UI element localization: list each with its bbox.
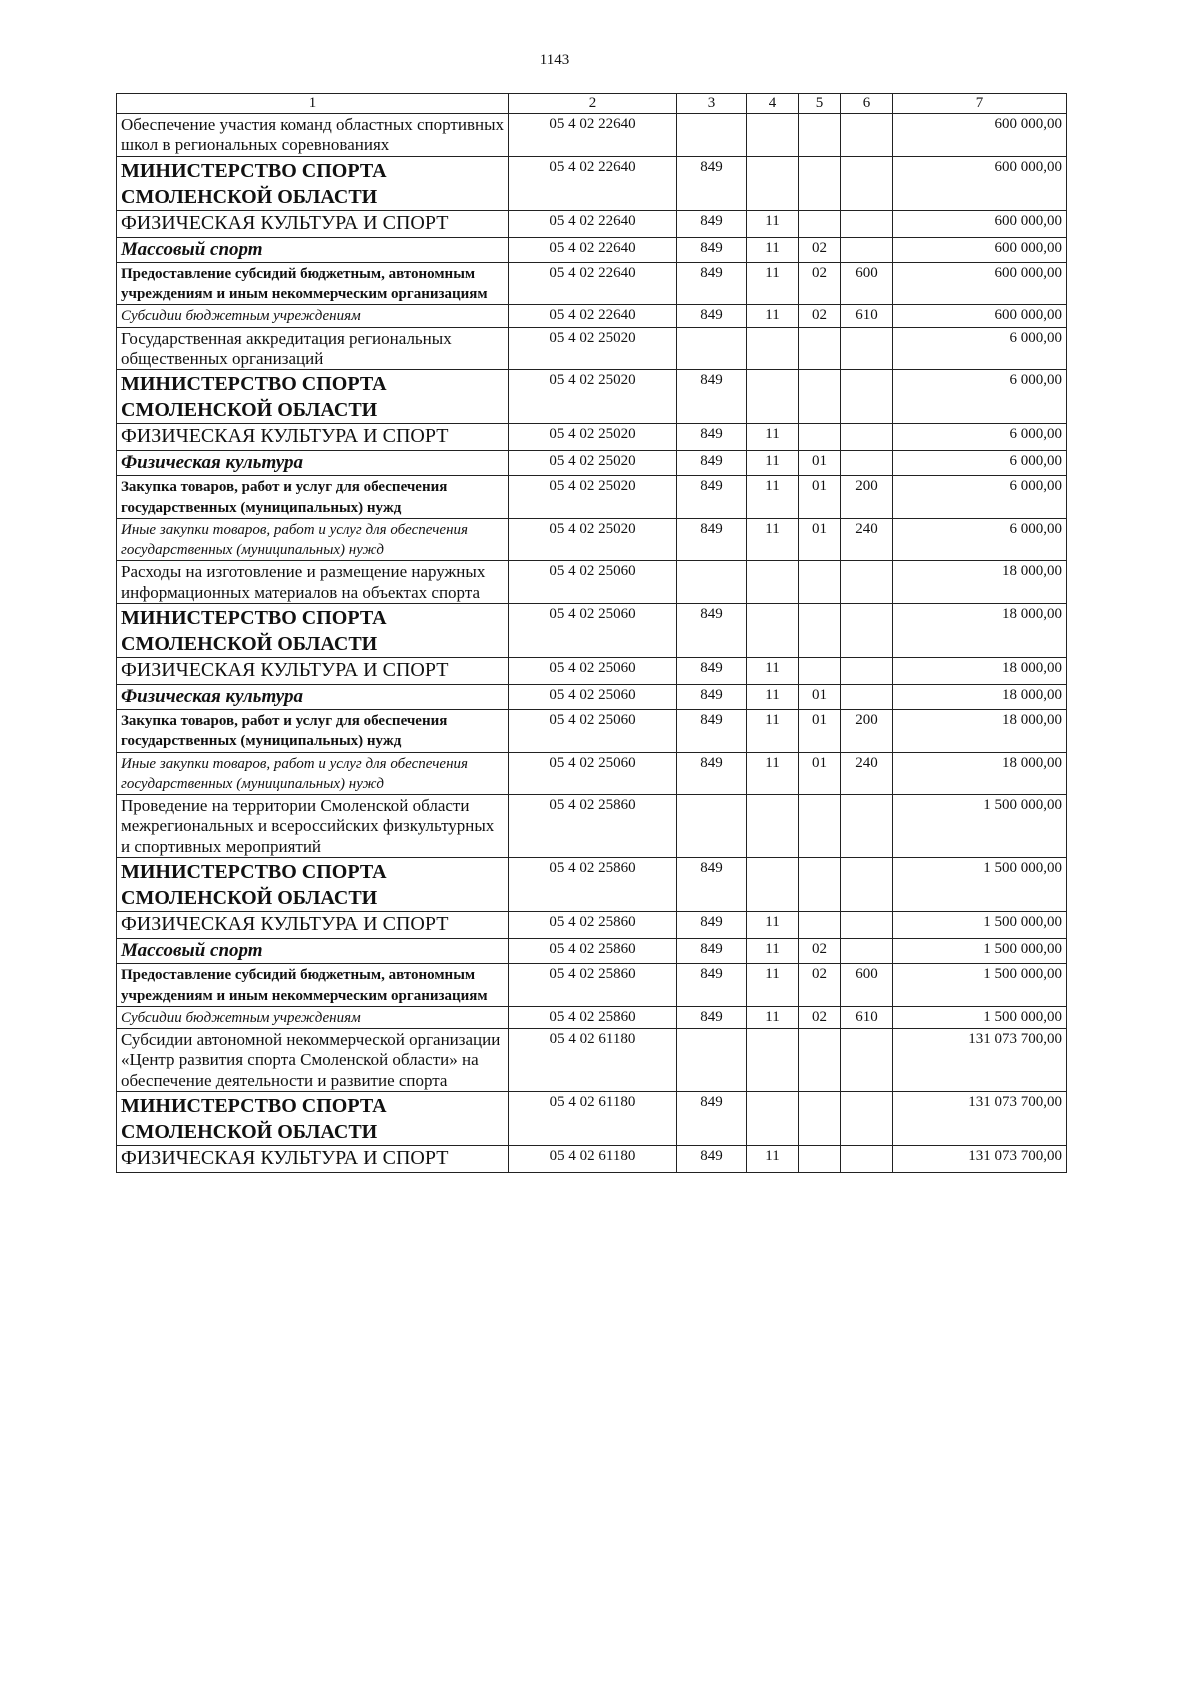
ministry-code: 849	[677, 476, 747, 519]
amount: 1 500 000,00	[893, 1006, 1067, 1028]
ministry-code: 849	[677, 939, 747, 964]
amount: 18 000,00	[893, 710, 1067, 753]
item-name: Проведение на территории Смоленской области межрегиональных и всероссийских физкультурных и спортивных мероприятий	[117, 795, 509, 858]
ministry-code: 849	[677, 518, 747, 561]
section-code: 11	[747, 964, 799, 1007]
table-row	[117, 237, 1067, 262]
ministry-code: 849	[677, 752, 747, 795]
table-row	[117, 658, 1067, 685]
amount: 131 073 700,00	[893, 1092, 1067, 1146]
table-row	[117, 685, 1067, 710]
target-code: 05 4 02 61180	[509, 1029, 677, 1092]
table-row	[117, 795, 1067, 858]
subsection-code: 02	[799, 1006, 841, 1028]
section-code: 11	[747, 518, 799, 561]
ministry-code: 849	[677, 424, 747, 451]
expense-type-code: 610	[841, 305, 893, 327]
amount: 6 000,00	[893, 476, 1067, 519]
target-code: 05 4 02 61180	[509, 1092, 677, 1146]
subsection-code	[799, 604, 841, 658]
target-code: 05 4 02 22640	[509, 210, 677, 237]
subsection-code: 01	[799, 518, 841, 561]
amount: 18 000,00	[893, 658, 1067, 685]
table-row	[117, 262, 1067, 305]
table-header	[117, 94, 1067, 114]
amount: 6 000,00	[893, 518, 1067, 561]
table-row	[117, 451, 1067, 476]
subsection-code	[799, 210, 841, 237]
item-name: ФИЗИЧЕСКАЯ КУЛЬТУРА И СПОРТ	[117, 424, 509, 451]
subsection-code: 02	[799, 939, 841, 964]
target-code: 05 4 02 25860	[509, 858, 677, 912]
item-name: Массовый спорт	[117, 237, 509, 262]
column-header-4: 4	[747, 94, 799, 114]
expense-type-code	[841, 114, 893, 157]
item-name: МИНИСТЕРСТВО СПОРТА СМОЛЕНСКОЙ ОБЛАСТИ	[117, 858, 509, 912]
table-row	[117, 561, 1067, 604]
column-header-1: 1	[117, 94, 509, 114]
amount: 1 500 000,00	[893, 964, 1067, 1007]
section-code: 11	[747, 305, 799, 327]
expense-type-code: 600	[841, 262, 893, 305]
target-code: 05 4 02 25860	[509, 912, 677, 939]
section-code	[747, 795, 799, 858]
table-row	[117, 939, 1067, 964]
section-code: 11	[747, 476, 799, 519]
table-row	[117, 210, 1067, 237]
ministry-code	[677, 1029, 747, 1092]
expense-type-code	[841, 604, 893, 658]
subsection-code	[799, 1092, 841, 1146]
ministry-code: 849	[677, 305, 747, 327]
ministry-code: 849	[677, 1006, 747, 1028]
amount: 600 000,00	[893, 305, 1067, 327]
target-code: 05 4 02 25860	[509, 1006, 677, 1028]
section-code: 11	[747, 424, 799, 451]
table-row	[117, 114, 1067, 157]
section-code: 11	[747, 658, 799, 685]
item-name: Субсидии бюджетным учреждениям	[117, 305, 509, 327]
ministry-code: 849	[677, 912, 747, 939]
amount: 18 000,00	[893, 685, 1067, 710]
amount: 600 000,00	[893, 262, 1067, 305]
ministry-code: 849	[677, 210, 747, 237]
subsection-code	[799, 114, 841, 157]
expense-type-code	[841, 858, 893, 912]
amount: 1 500 000,00	[893, 912, 1067, 939]
table-row	[117, 327, 1067, 370]
item-name: Обеспечение участия команд областных спортивных школ в региональных соревнованиях	[117, 114, 509, 157]
item-name: ФИЗИЧЕСКАЯ КУЛЬТУРА И СПОРТ	[117, 1146, 509, 1173]
target-code: 05 4 02 25020	[509, 476, 677, 519]
amount: 6 000,00	[893, 424, 1067, 451]
amount: 18 000,00	[893, 561, 1067, 604]
column-header-row	[117, 94, 1067, 114]
table-row	[117, 156, 1067, 210]
target-code: 05 4 02 25860	[509, 964, 677, 1007]
target-code: 05 4 02 22640	[509, 114, 677, 157]
subsection-code: 02	[799, 964, 841, 1007]
table-row	[117, 424, 1067, 451]
amount: 6 000,00	[893, 327, 1067, 370]
target-code: 05 4 02 25020	[509, 424, 677, 451]
target-code: 05 4 02 25020	[509, 327, 677, 370]
item-name: МИНИСТЕРСТВО СПОРТА СМОЛЕНСКОЙ ОБЛАСТИ	[117, 156, 509, 210]
section-code: 11	[747, 939, 799, 964]
table-row	[117, 370, 1067, 424]
ministry-code: 849	[677, 858, 747, 912]
ministry-code: 849	[677, 156, 747, 210]
expense-type-code	[841, 1146, 893, 1173]
target-code: 05 4 02 25020	[509, 518, 677, 561]
target-code: 05 4 02 22640	[509, 262, 677, 305]
expense-type-code	[841, 451, 893, 476]
section-code: 11	[747, 710, 799, 753]
table-row	[117, 912, 1067, 939]
expense-type-code: 240	[841, 518, 893, 561]
target-code: 05 4 02 22640	[509, 156, 677, 210]
item-name: Физическая культура	[117, 451, 509, 476]
column-header-6: 6	[841, 94, 893, 114]
amount: 1 500 000,00	[893, 795, 1067, 858]
expense-type-code	[841, 237, 893, 262]
expense-type-code	[841, 210, 893, 237]
amount: 600 000,00	[893, 210, 1067, 237]
target-code: 05 4 02 22640	[509, 305, 677, 327]
table-row	[117, 964, 1067, 1007]
column-header-2: 2	[509, 94, 677, 114]
amount: 600 000,00	[893, 114, 1067, 157]
ministry-code	[677, 114, 747, 157]
target-code: 05 4 02 25060	[509, 561, 677, 604]
section-code	[747, 858, 799, 912]
page-number: 1143	[539, 52, 570, 68]
section-code: 11	[747, 1146, 799, 1173]
ministry-code	[677, 795, 747, 858]
table-row	[117, 1146, 1067, 1173]
amount: 6 000,00	[893, 451, 1067, 476]
target-code: 05 4 02 25060	[509, 604, 677, 658]
section-code	[747, 604, 799, 658]
table-row	[117, 1029, 1067, 1092]
expense-type-code	[841, 370, 893, 424]
section-code	[747, 327, 799, 370]
amount: 18 000,00	[893, 752, 1067, 795]
section-code: 11	[747, 262, 799, 305]
amount: 131 073 700,00	[893, 1029, 1067, 1092]
amount: 600 000,00	[893, 237, 1067, 262]
section-code	[747, 1092, 799, 1146]
table-row	[117, 476, 1067, 519]
item-name: Массовый спорт	[117, 939, 509, 964]
section-code	[747, 370, 799, 424]
item-name: ФИЗИЧЕСКАЯ КУЛЬТУРА И СПОРТ	[117, 210, 509, 237]
subsection-code	[799, 561, 841, 604]
ministry-code: 849	[677, 604, 747, 658]
target-code: 05 4 02 22640	[509, 237, 677, 262]
subsection-code	[799, 370, 841, 424]
section-code: 11	[747, 1006, 799, 1028]
subsection-code: 02	[799, 262, 841, 305]
item-name: МИНИСТЕРСТВО СПОРТА СМОЛЕНСКОЙ ОБЛАСТИ	[117, 1092, 509, 1146]
ministry-code: 849	[677, 451, 747, 476]
amount: 600 000,00	[893, 156, 1067, 210]
subsection-code	[799, 1146, 841, 1173]
table-row	[117, 858, 1067, 912]
target-code: 05 4 02 25060	[509, 710, 677, 753]
target-code: 05 4 02 25860	[509, 939, 677, 964]
amount: 6 000,00	[893, 370, 1067, 424]
item-name: Предоставление субсидий бюджетным, автономным учреждениям и иным некоммерческим организациям	[117, 964, 509, 1007]
ministry-code: 849	[677, 964, 747, 1007]
table-row	[117, 710, 1067, 753]
section-code: 11	[747, 685, 799, 710]
table-row	[117, 518, 1067, 561]
expense-type-code: 200	[841, 476, 893, 519]
subsection-code: 01	[799, 685, 841, 710]
item-name: Закупка товаров, работ и услуг для обеспечения государственных (муниципальных) нужд	[117, 476, 509, 519]
section-code	[747, 1029, 799, 1092]
column-header-3: 3	[677, 94, 747, 114]
table-row	[117, 604, 1067, 658]
ministry-code: 849	[677, 237, 747, 262]
ministry-code: 849	[677, 262, 747, 305]
budget-table	[116, 93, 1067, 1173]
item-name: Субсидии бюджетным учреждениям	[117, 1006, 509, 1028]
subsection-code: 01	[799, 752, 841, 795]
expense-type-code	[841, 939, 893, 964]
expense-type-code	[841, 685, 893, 710]
column-header-5: 5	[799, 94, 841, 114]
ministry-code	[677, 327, 747, 370]
section-code	[747, 561, 799, 604]
ministry-code: 849	[677, 710, 747, 753]
subsection-code: 01	[799, 710, 841, 753]
item-name: Предоставление субсидий бюджетным, автономным учреждениям и иным некоммерческим организациям	[117, 262, 509, 305]
amount: 1 500 000,00	[893, 858, 1067, 912]
ministry-code: 849	[677, 1146, 747, 1173]
subsection-code	[799, 156, 841, 210]
expense-type-code	[841, 1029, 893, 1092]
expense-type-code	[841, 156, 893, 210]
subsection-code: 02	[799, 237, 841, 262]
expense-type-code: 610	[841, 1006, 893, 1028]
amount: 131 073 700,00	[893, 1146, 1067, 1173]
section-code: 11	[747, 451, 799, 476]
target-code: 05 4 02 25060	[509, 685, 677, 710]
section-code	[747, 114, 799, 157]
item-name: Субсидии автономной некоммерческой организации «Центр развития спорта Смоленской области» на обеспечение деятельности и развитие спорта	[117, 1029, 509, 1092]
ministry-code: 849	[677, 658, 747, 685]
subsection-code	[799, 1029, 841, 1092]
subsection-code	[799, 912, 841, 939]
table-row	[117, 305, 1067, 327]
section-code	[747, 156, 799, 210]
expense-type-code	[841, 658, 893, 685]
item-name: Иные закупки товаров, работ и услуг для обеспечения государственных (муниципальных) нужд	[117, 752, 509, 795]
item-name: Расходы на изготовление и размещение наружных информационных материалов на объектах спорта	[117, 561, 509, 604]
target-code: 05 4 02 61180	[509, 1146, 677, 1173]
expense-type-code	[841, 327, 893, 370]
target-code: 05 4 02 25020	[509, 370, 677, 424]
item-name: Государственная аккредитация региональных общественных организаций	[117, 327, 509, 370]
expense-type-code	[841, 1092, 893, 1146]
section-code: 11	[747, 210, 799, 237]
subsection-code: 02	[799, 305, 841, 327]
ministry-code: 849	[677, 685, 747, 710]
item-name: Физическая культура	[117, 685, 509, 710]
expense-type-code	[841, 424, 893, 451]
subsection-code: 01	[799, 451, 841, 476]
expense-type-code: 240	[841, 752, 893, 795]
target-code: 05 4 02 25060	[509, 658, 677, 685]
target-code: 05 4 02 25020	[509, 451, 677, 476]
section-code: 11	[747, 912, 799, 939]
section-code: 11	[747, 752, 799, 795]
table-body	[117, 114, 1067, 1173]
subsection-code	[799, 858, 841, 912]
target-code: 05 4 02 25060	[509, 752, 677, 795]
subsection-code	[799, 327, 841, 370]
item-name: МИНИСТЕРСТВО СПОРТА СМОЛЕНСКОЙ ОБЛАСТИ	[117, 370, 509, 424]
item-name: Иные закупки товаров, работ и услуг для обеспечения государственных (муниципальных) нужд	[117, 518, 509, 561]
ministry-code: 849	[677, 1092, 747, 1146]
expense-type-code: 600	[841, 964, 893, 1007]
expense-type-code	[841, 795, 893, 858]
target-code: 05 4 02 25860	[509, 795, 677, 858]
item-name: Закупка товаров, работ и услуг для обеспечения государственных (муниципальных) нужд	[117, 710, 509, 753]
section-code: 11	[747, 237, 799, 262]
item-name: ФИЗИЧЕСКАЯ КУЛЬТУРА И СПОРТ	[117, 912, 509, 939]
item-name: ФИЗИЧЕСКАЯ КУЛЬТУРА И СПОРТ	[117, 658, 509, 685]
table-row	[117, 1092, 1067, 1146]
subsection-code	[799, 424, 841, 451]
expense-type-code: 200	[841, 710, 893, 753]
ministry-code	[677, 561, 747, 604]
expense-type-code	[841, 561, 893, 604]
ministry-code: 849	[677, 370, 747, 424]
column-header-7: 7	[893, 94, 1067, 114]
subsection-code	[799, 795, 841, 858]
amount: 18 000,00	[893, 604, 1067, 658]
item-name: МИНИСТЕРСТВО СПОРТА СМОЛЕНСКОЙ ОБЛАСТИ	[117, 604, 509, 658]
subsection-code: 01	[799, 476, 841, 519]
table-row	[117, 1006, 1067, 1028]
table-row	[117, 752, 1067, 795]
subsection-code	[799, 658, 841, 685]
expense-type-code	[841, 912, 893, 939]
amount: 1 500 000,00	[893, 939, 1067, 964]
